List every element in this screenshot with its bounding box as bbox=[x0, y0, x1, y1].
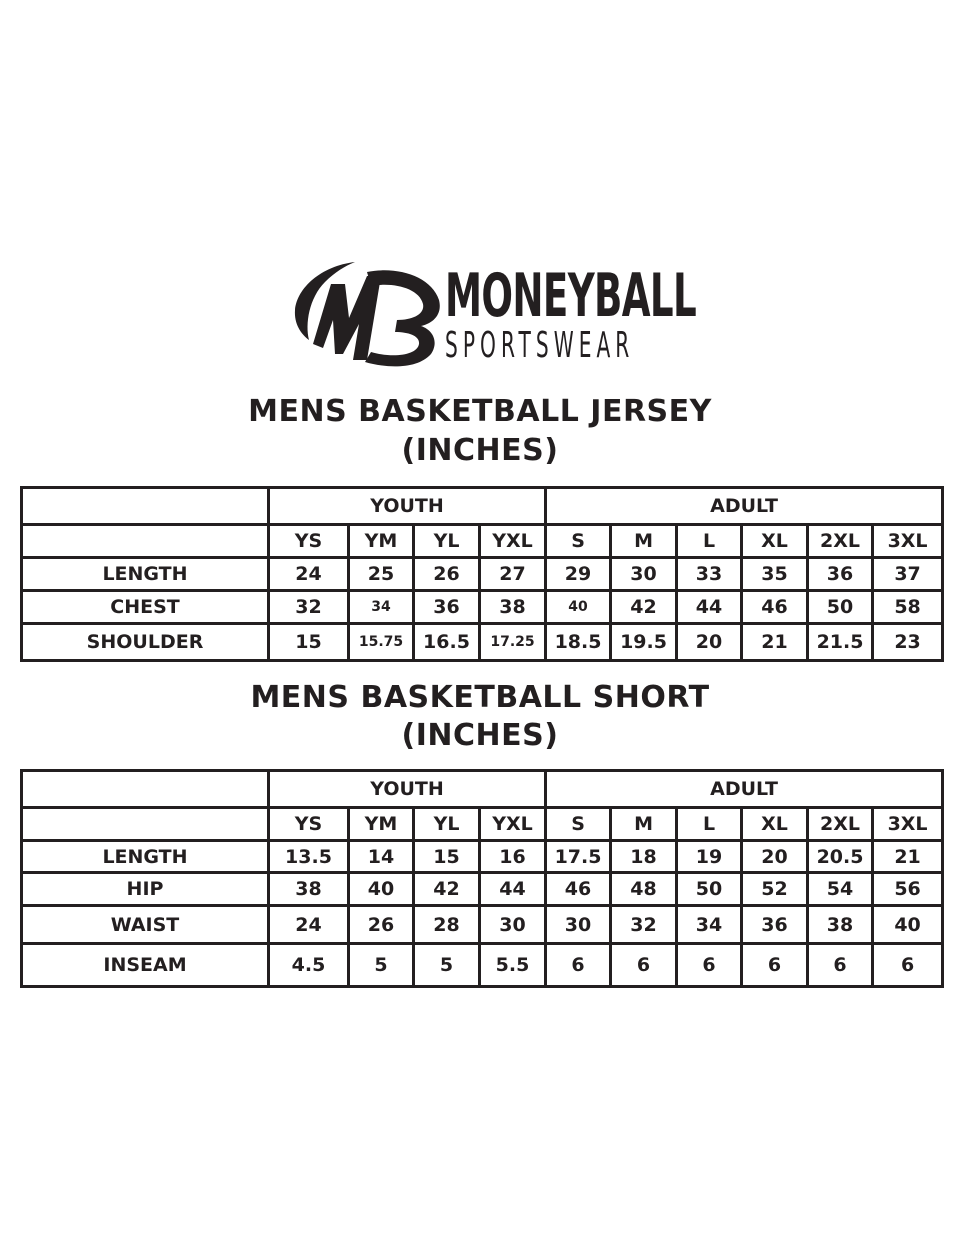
table-row bbox=[22, 906, 943, 944]
size-header: YXL bbox=[480, 525, 546, 558]
table-cell: 38 bbox=[480, 591, 546, 624]
row-label: LENGTH bbox=[22, 558, 269, 591]
short-title: MENS BASKETBALL SHORT bbox=[250, 680, 710, 715]
table-cell: 37 bbox=[873, 558, 943, 591]
table-cell: 40 bbox=[349, 873, 414, 906]
table-cell: 5 bbox=[349, 944, 414, 987]
brand-name: MONEYBALL bbox=[445, 261, 697, 331]
table-row bbox=[22, 944, 943, 987]
table-cell: 30 bbox=[611, 558, 677, 591]
table-cell: 15 bbox=[269, 624, 349, 661]
size-header: M bbox=[611, 525, 677, 558]
table-cell: 34 bbox=[677, 906, 742, 944]
table-cell: 29 bbox=[546, 558, 611, 591]
table-cell: 56 bbox=[873, 873, 943, 906]
table-cell: 40 bbox=[546, 591, 611, 624]
table-cell: 6 bbox=[873, 944, 943, 987]
table-row bbox=[22, 591, 943, 624]
size-header: YL bbox=[414, 808, 480, 841]
table-cell: 35 bbox=[742, 558, 808, 591]
table-cell: 6 bbox=[742, 944, 808, 987]
group-header-youth: YOUTH bbox=[269, 771, 546, 808]
table-row bbox=[22, 873, 943, 906]
table-cell: 36 bbox=[742, 906, 808, 944]
row-label: WAIST bbox=[22, 906, 269, 944]
table-cell: 20.5 bbox=[808, 841, 873, 873]
table-cell: 36 bbox=[414, 591, 480, 624]
table-cell: 16 bbox=[480, 841, 546, 873]
size-header: YL bbox=[414, 525, 480, 558]
table-cell: 15.75 bbox=[349, 624, 414, 661]
table-cell: 46 bbox=[742, 591, 808, 624]
table-cell: 30 bbox=[546, 906, 611, 944]
table-cell: 30 bbox=[480, 906, 546, 944]
table-cell: 50 bbox=[808, 591, 873, 624]
table-cell: 18.5 bbox=[546, 624, 611, 661]
table-cell: 40 bbox=[873, 906, 943, 944]
table-cell: 21 bbox=[873, 841, 943, 873]
row-label: SHOULDER bbox=[22, 624, 269, 661]
mb-monogram-icon bbox=[293, 258, 443, 370]
size-header: YM bbox=[349, 525, 414, 558]
table-cell: 48 bbox=[611, 873, 677, 906]
table-cell: 24 bbox=[269, 558, 349, 591]
jersey-units: (INCHES) bbox=[401, 433, 559, 468]
table-cell: 38 bbox=[808, 906, 873, 944]
table-row bbox=[22, 841, 943, 873]
table-cell: 38 bbox=[269, 873, 349, 906]
table-cell: 26 bbox=[414, 558, 480, 591]
group-header-adult: ADULT bbox=[546, 771, 943, 808]
short-units: (INCHES) bbox=[401, 718, 559, 753]
table-cell: 32 bbox=[269, 591, 349, 624]
table-cell: 5.5 bbox=[480, 944, 546, 987]
table-cell: 54 bbox=[808, 873, 873, 906]
table-cell: 5 bbox=[414, 944, 480, 987]
group-header-adult: ADULT bbox=[546, 488, 943, 525]
brand-tagline: SPORTSWEAR bbox=[445, 325, 635, 366]
size-header: 3XL bbox=[873, 808, 943, 841]
table-cell: 52 bbox=[742, 873, 808, 906]
table-cell: 21.5 bbox=[808, 624, 873, 661]
size-header: S bbox=[546, 808, 611, 841]
table-cell: 26 bbox=[349, 906, 414, 944]
table-cell: 16.5 bbox=[414, 624, 480, 661]
table-cell: 20 bbox=[677, 624, 742, 661]
table-cell: 17.5 bbox=[546, 841, 611, 873]
size-header: 3XL bbox=[873, 525, 943, 558]
table-cell: 34 bbox=[349, 591, 414, 624]
table-corner bbox=[22, 771, 269, 808]
size-header: 2XL bbox=[808, 808, 873, 841]
table-cell: 19.5 bbox=[611, 624, 677, 661]
table-cell: 42 bbox=[414, 873, 480, 906]
table-cell: 18 bbox=[611, 841, 677, 873]
short-size-table bbox=[20, 769, 944, 988]
table-cell: 50 bbox=[677, 873, 742, 906]
table-cell: 24 bbox=[269, 906, 349, 944]
size-header: XL bbox=[742, 525, 808, 558]
row-label: INSEAM bbox=[22, 944, 269, 987]
group-header-youth: YOUTH bbox=[269, 488, 546, 525]
table-cell: 44 bbox=[677, 591, 742, 624]
table-cell: 46 bbox=[546, 873, 611, 906]
brand-logo bbox=[293, 258, 723, 370]
row-label: HIP bbox=[22, 873, 269, 906]
size-header: S bbox=[546, 525, 611, 558]
table-cell: 13.5 bbox=[269, 841, 349, 873]
table-cell: 6 bbox=[546, 944, 611, 987]
table-cell: 28 bbox=[414, 906, 480, 944]
table-row bbox=[22, 558, 943, 591]
table-cell: 6 bbox=[808, 944, 873, 987]
table-cell: 42 bbox=[611, 591, 677, 624]
size-header: M bbox=[611, 808, 677, 841]
row-label: LENGTH bbox=[22, 841, 269, 873]
size-header: XL bbox=[742, 808, 808, 841]
table-cell: 25 bbox=[349, 558, 414, 591]
jersey-size-table bbox=[20, 486, 944, 662]
table-cell: 17.25 bbox=[480, 624, 546, 661]
row-label: CHEST bbox=[22, 591, 269, 624]
table-cell: 33 bbox=[677, 558, 742, 591]
table-corner bbox=[22, 525, 269, 558]
table-cell: 23 bbox=[873, 624, 943, 661]
table-cell: 58 bbox=[873, 591, 943, 624]
table-corner bbox=[22, 808, 269, 841]
table-cell: 36 bbox=[808, 558, 873, 591]
table-row bbox=[22, 624, 943, 661]
table-cell: 20 bbox=[742, 841, 808, 873]
table-cell: 27 bbox=[480, 558, 546, 591]
table-corner bbox=[22, 488, 269, 525]
size-header: YS bbox=[269, 525, 349, 558]
size-header: YS bbox=[269, 808, 349, 841]
table-cell: 6 bbox=[677, 944, 742, 987]
table-cell: 19 bbox=[677, 841, 742, 873]
table-cell: 6 bbox=[611, 944, 677, 987]
size-header: 2XL bbox=[808, 525, 873, 558]
size-header: L bbox=[677, 808, 742, 841]
size-header: L bbox=[677, 525, 742, 558]
table-cell: 21 bbox=[742, 624, 808, 661]
jersey-title: MENS BASKETBALL JERSEY bbox=[248, 394, 712, 429]
table-cell: 44 bbox=[480, 873, 546, 906]
size-header: YXL bbox=[480, 808, 546, 841]
size-header: YM bbox=[349, 808, 414, 841]
table-cell: 32 bbox=[611, 906, 677, 944]
table-cell: 15 bbox=[414, 841, 480, 873]
table-cell: 4.5 bbox=[269, 944, 349, 987]
table-cell: 14 bbox=[349, 841, 414, 873]
